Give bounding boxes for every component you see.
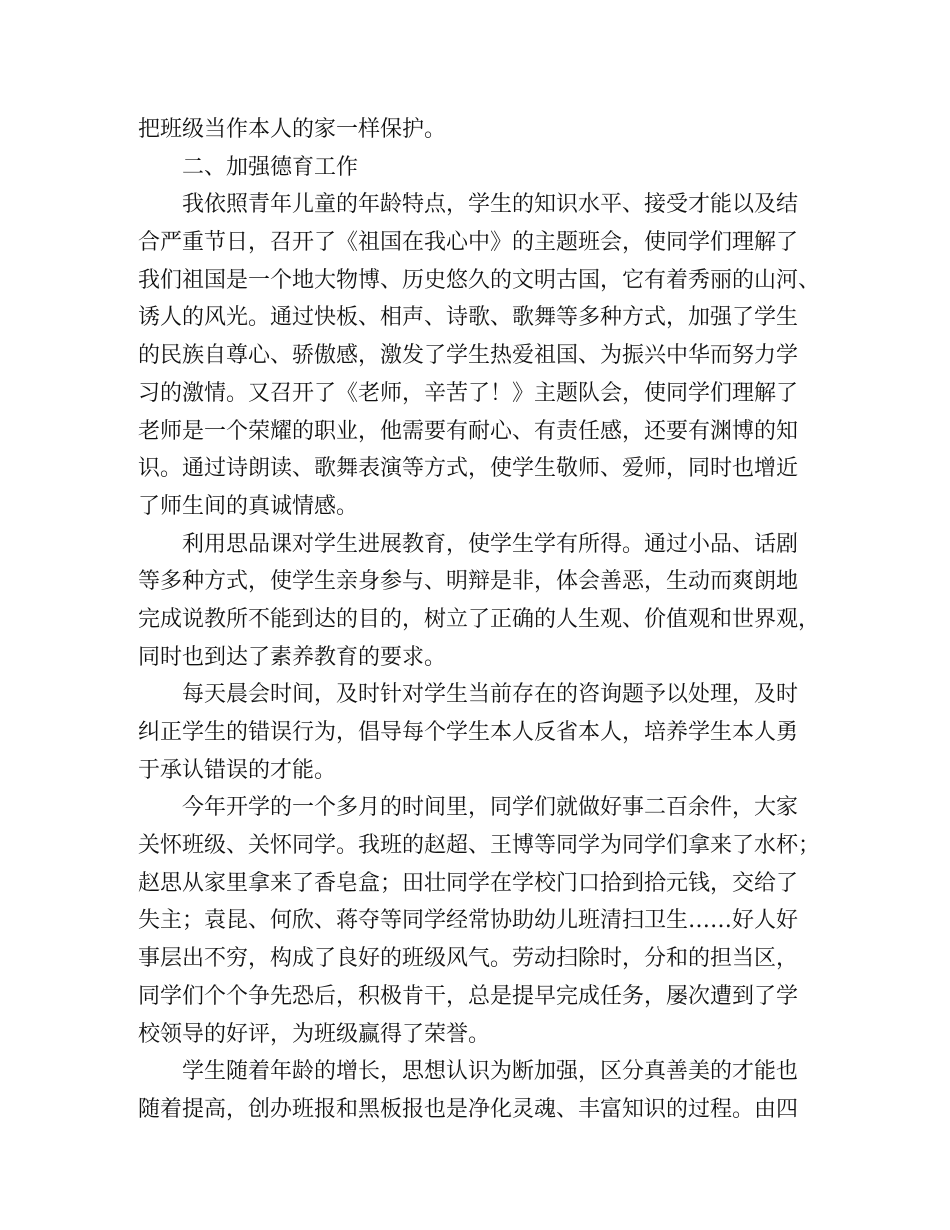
text-line: 随着提高，创办班报和黑板报也是净化灵魂、丰富知识的过程。由四 [138, 1096, 799, 1122]
text-line: 赵思从家里拿来了香皂盒；田壮同学在学校门口拾到拾元钱，交给了 [138, 870, 799, 896]
text-line: 识。通过诗朗读、歌舞表演等方式，使学生敬师、爱师，同时也增近 [138, 456, 799, 482]
text-line: 完成说教所不能到达的目的，树立了正确的人生观、价值观和世界观， [138, 606, 821, 632]
text-line: 失主；袁昆、何欣、蒋夺等同学经常协助幼儿班清扫卫生……好人好 [138, 908, 799, 934]
text-line: 纠正学生的错误行为，倡导每个学生本人反省本人，培养学生本人勇 [138, 720, 799, 745]
text-line: 把班级当作本人的家一样保护。 [138, 117, 447, 142]
text-line: 事层出不穷，构成了良好的班级风气。劳动扫除时，分和的担当区， [138, 946, 799, 972]
text-line: 关怀班级、关怀同学。我班的赵超、王博等同学为同学们拿来了水杯； [138, 833, 821, 859]
text-line: 同时也到达了素养教育的要求。 [138, 644, 447, 670]
text-line: 我依照青年儿童的年龄特点，学生的知识水平、接受才能以及结 [182, 192, 799, 218]
section-heading: 二、加强德育工作 [182, 154, 359, 180]
text-line: 利用思品课对学生进展教育，使学生学有所得。通过小品、话剧 [182, 531, 799, 557]
text-line: 等多种方式，使学生亲身参与、明辩是非，体会善恶，生动而爽朗地 [138, 569, 799, 595]
text-line: 我们祖国是一个地大物博、历史悠久的文明古国，它有着秀丽的山河、 [138, 267, 821, 293]
text-line: 今年开学的一个多月的时间里，同学们就做好事二百余件，大家 [182, 795, 799, 821]
text-line: 学生随着年龄的增长，思想认识为断加强，区分真善美的才能也 [182, 1059, 799, 1085]
text-line: 老师是一个荣耀的职业，他需要有耐心、有责任感，还要有渊博的知 [138, 418, 799, 444]
text-line: 诱人的风光。通过快板、相声、诗歌、歌舞等多种方式，加强了学生 [138, 305, 799, 331]
document-body [138, 111, 828, 1129]
text-line: 每天晨会时间，及时针对学生当前存在的咨询题予以处理，及时 [182, 682, 799, 708]
text-line: 合严重节日，召开了《祖国在我心中》的主题班会，使同学们理解了 [138, 230, 799, 256]
text-line: 校领导的好评，为班级赢得了荣誉。 [138, 1021, 491, 1047]
text-line: 习的激情。又召开了《老师，辛苦了！》主题队会，使同学们理解了 [138, 380, 799, 406]
text-line: 于承认错误的才能。 [138, 757, 337, 783]
text-line: 了师生间的真诚情感。 [138, 493, 359, 519]
text-line: 同学们个个争先恐后，积极肯干，总是提早完成任务，屡次遭到了学 [138, 983, 799, 1009]
text-line: 的民族自尊心、骄傲感，激发了学生热爱祖国、为振兴中华而努力学 [138, 343, 799, 369]
